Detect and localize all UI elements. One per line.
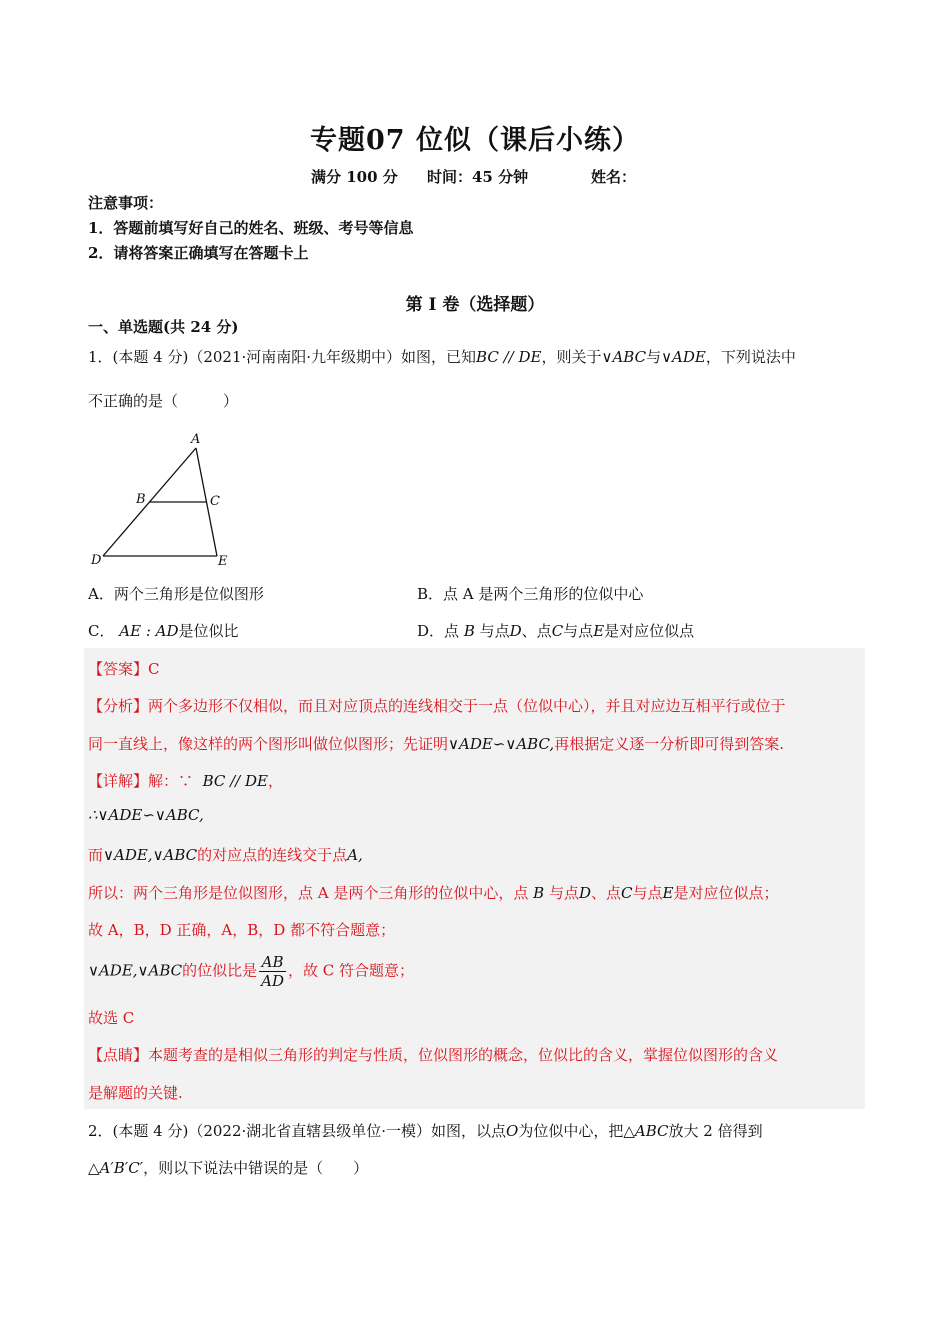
q2-triangle-image: △A′B′C′ bbox=[88, 1159, 144, 1177]
q2-stem-text: 为位似中心，把 bbox=[518, 1122, 624, 1140]
detail-math: BC // DE bbox=[202, 772, 268, 790]
q1-stem-text: 与 bbox=[646, 348, 662, 366]
q2-stem-text: 2．(本题 4 分)（2022·湖北省直辖县级单位·一模）如图，以点 bbox=[88, 1122, 507, 1140]
q1-comment-line1: 【点睛】本题考查的是相似三角形的判定与性质，位似图形的概念，位似比的含义，掌握位似图形的含义 bbox=[88, 1046, 779, 1064]
point-d: D bbox=[578, 884, 592, 902]
detail-text: 的位似比是 bbox=[182, 961, 258, 980]
q2-stem-text: 放大 2 倍得到 bbox=[668, 1122, 763, 1140]
ratio-fraction bbox=[259, 953, 286, 990]
figure-label-d: D bbox=[91, 553, 102, 568]
q2-stem-text: ，则以下说法中错误的是（ ） bbox=[143, 1159, 369, 1177]
detail-text: 【详解】解：∵ bbox=[88, 772, 194, 790]
figure-label-b: B bbox=[136, 492, 146, 507]
q2-triangle-abc: △ABC bbox=[623, 1122, 669, 1140]
notes-heading: 注意事项： bbox=[88, 194, 164, 212]
q1-option-d bbox=[417, 620, 694, 641]
q1-er-line bbox=[88, 844, 363, 865]
option-text: 是对应位似点 bbox=[604, 622, 695, 640]
q2-stem-line2 bbox=[88, 1157, 368, 1178]
q1-choose-line: 故选 C bbox=[88, 1009, 135, 1027]
full-score: 满分 100 分 bbox=[311, 168, 398, 186]
q1-option-b: B．点 A 是两个三角形的位似中心 bbox=[417, 585, 644, 603]
figure-label-c: C bbox=[210, 494, 220, 509]
q1-parallel-condition: BC // DE bbox=[476, 348, 542, 366]
q1-triangle-ade: ∨ADE bbox=[661, 348, 706, 366]
detail-math: ∨ADE,∨ABC bbox=[88, 961, 183, 980]
analysis-math: ∨ADE∽∨ABC, bbox=[448, 735, 555, 753]
option-text: 是位似比 bbox=[178, 622, 239, 640]
q1-stem-text: ，则关于 bbox=[541, 348, 602, 366]
detail-text: 所以：两个三角形是位似图形，点 A 是两个三角形的位似中心，点 bbox=[88, 884, 529, 902]
detail-text: ，故 C 符合题意； bbox=[288, 961, 415, 980]
q1-detail-line bbox=[88, 770, 283, 791]
detail-text: 、点 bbox=[591, 884, 622, 902]
option-label: D．点 bbox=[417, 622, 460, 640]
fraction-numerator: AB bbox=[259, 953, 286, 972]
detail-text: ， bbox=[267, 772, 283, 790]
option-label: C． bbox=[88, 622, 115, 640]
point-b: B bbox=[533, 884, 545, 902]
q1-answer: 【答案】C bbox=[88, 660, 160, 678]
point-c: C bbox=[551, 622, 564, 640]
detail-text: 的对应点的连线交于点 bbox=[197, 846, 348, 864]
answer-panel bbox=[84, 648, 865, 1109]
q1-therefore-line: ∴∨ADE∽∨ABC, bbox=[88, 806, 204, 824]
q1-stem-line1 bbox=[88, 346, 796, 367]
analysis-text: 再根据定义逐一分析即可得到答案. bbox=[554, 735, 784, 753]
analysis-text: 同一直线上，像这样的两个图形叫做位似图形；先证明 bbox=[88, 735, 449, 753]
point-c: C bbox=[621, 884, 633, 902]
q1-correct-line: 故 A，B，D 正确，A，B，D 都不符合题意； bbox=[88, 921, 396, 939]
figure-label-a: A bbox=[191, 432, 201, 447]
point-e: E bbox=[593, 622, 605, 640]
q1-comment-line2: 是解题的关键. bbox=[88, 1084, 183, 1102]
point-o: O bbox=[506, 1122, 519, 1140]
q1-stem-text: ，下列说法中 bbox=[705, 348, 796, 366]
name-field-label: 姓名： bbox=[591, 168, 637, 186]
figure-label-e: E bbox=[218, 554, 228, 569]
detail-math: ∨ADE,∨ABC bbox=[103, 846, 198, 864]
fraction-denominator: AD bbox=[261, 972, 285, 990]
q1-option-a: A．两个三角形是位似图形 bbox=[88, 585, 264, 603]
section-title: 第 I 卷（选择题） bbox=[405, 295, 545, 315]
q1-option-c bbox=[88, 620, 239, 641]
page-title: 专题07 位似（课后小练） bbox=[310, 125, 640, 156]
option-text: 与点 bbox=[479, 622, 510, 640]
q1-so-line bbox=[88, 882, 779, 903]
notes-item-2: 2．请将答案正确填写在答题卡上 bbox=[88, 244, 309, 262]
option-text: 与点 bbox=[563, 622, 594, 640]
q1-analysis-line2 bbox=[88, 733, 784, 754]
option-text: 、点 bbox=[521, 622, 552, 640]
option-math: AE : AD bbox=[119, 622, 179, 640]
point-e: E bbox=[662, 884, 674, 902]
q1-triangle-abc: ∨ABC bbox=[601, 348, 647, 366]
detail-text: 与点 bbox=[548, 884, 579, 902]
part-title: 一、单选题(共 24 分) bbox=[88, 318, 239, 336]
point-d: D bbox=[509, 622, 522, 640]
q2-stem-line1 bbox=[88, 1120, 763, 1141]
q1-triangle-figure bbox=[86, 428, 246, 570]
notes-item-1: 1．答题前填写好自己的姓名、班级、考号等信息 bbox=[88, 219, 414, 237]
exam-time: 时间：45 分钟 bbox=[427, 168, 529, 186]
q1-ratio-line bbox=[88, 953, 414, 990]
q1-stem-line2: 不正确的是（ ） bbox=[88, 392, 239, 410]
detail-text: 与点 bbox=[632, 884, 663, 902]
q1-stem-text: 1．(本题 4 分)（2021·河南南阳·九年级期中）如图，已知 bbox=[88, 348, 477, 366]
detail-text: 是对应位似点； bbox=[673, 884, 779, 902]
detail-math: A, bbox=[347, 846, 363, 864]
q1-analysis-line1: 【分析】两个多边形不仅相似，而且对应顶点的连线相交于一点（位似中心），并且对应边互相平行或位于 bbox=[88, 697, 786, 715]
detail-text: 而 bbox=[88, 846, 104, 864]
point-b: B bbox=[463, 622, 475, 640]
